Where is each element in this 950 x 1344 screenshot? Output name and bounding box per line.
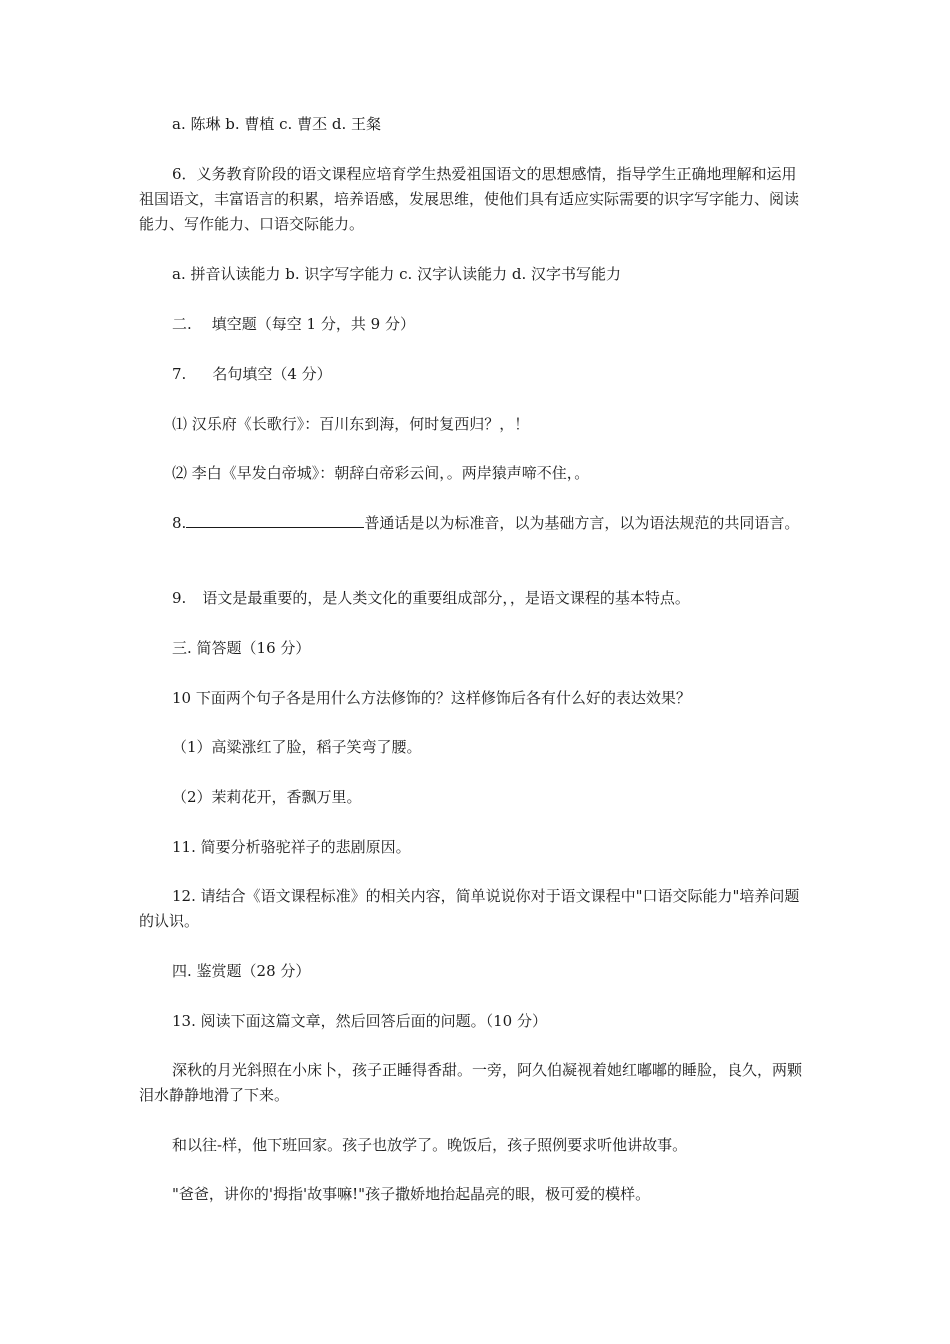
passage-paragraph-1: 深秋的月光斜照在小床卜，孩子正睡得香甜。一旁，阿久伯凝视着她红嘟嘟的睡脸，良久，两颗泪水静静地滑了下来。 — [139, 1061, 803, 1104]
q7-title: 名句填空（4 分） — [212, 365, 332, 383]
section-2-number: 二. — [172, 315, 192, 333]
section-4-heading: 四. 鉴赏题（28 分） — [172, 962, 311, 980]
section-2-title: 填空题（每空 1 分，共 9 分） — [211, 315, 415, 333]
q8-answer-blank — [186, 513, 364, 528]
section-3-heading: 三. 简答题（16 分） — [172, 639, 311, 657]
q7-heading — [139, 362, 804, 387]
q6-options: a. 拼音认读能力 b. 识字写字能力 c. 汉字认读能力 d. 汉字书写能力 — [172, 265, 621, 283]
passage-paragraph-3: "爸爸，讲你的'拇指'故事嘛!"孩子撒娇地抬起晶亮的眼，极可爱的模样。 — [172, 1185, 651, 1203]
q9-text: 语文是最重要的，是人类文化的重要组成部分，，是语文课程的基本特点。 — [202, 589, 690, 607]
q6-question: 6．义务教育阶段的语文课程应培育学生热爱祖国语文的思想感情，指导学生正确地理解和运用祖国语文，丰富语言的积累，培养语感，发展思维，使他们具有适应实际需要的识字写字能力、阅读能力、写作能力、口语交际能力。 — [139, 165, 800, 233]
q5-options: a. 陈琳 b. 曹植 c. 曹丕 d. 王粲 — [172, 115, 381, 133]
q8-text: 普通话是以为标准音，以为基础方言，以为语法规范的共同语言。 — [364, 514, 800, 532]
q10-item-2: （2）茉莉花开，香飘万里。 — [172, 788, 362, 806]
q8-question — [139, 511, 804, 536]
passage-paragraph-2: 和以往-样，他下班回家。孩子也放学了。晚饭后，孩子照例要求听他讲故事。 — [172, 1136, 688, 1154]
q10-question: 10 下面两个句子各是用什么方法修饰的？这样修饰后各有什么好的表达效果？ — [172, 689, 691, 707]
q9-number: 9. — [172, 589, 187, 607]
q8-number: 8. — [172, 514, 187, 532]
q7-item-1: ⑴ 汉乐府《长歌行》：百川东到海，何时复西归？，！ — [172, 415, 530, 433]
q11-question: 11. 简要分析骆驼祥子的悲剧原因。 — [172, 838, 411, 856]
q13-question: 13. 阅读下面这篇文章，然后回答后面的问题。（10 分） — [172, 1012, 547, 1030]
q7-number: 7. — [172, 365, 187, 383]
section-2-heading — [139, 312, 804, 337]
q12-question: 12. 请结合《语文课程标准》的相关内容，简单说说你对于语文课程中"口语交际能力"培养问题的认识。 — [139, 887, 800, 930]
q7-item-2: ⑵ 李白《早发白帝城》：朝辞白帝彩云间，。两岸猿声啼不住，。 — [172, 464, 590, 482]
q9-question — [139, 586, 804, 611]
q10-item-1: （1）高粱涨红了脸，稻子笑弯了腰。 — [172, 738, 422, 756]
